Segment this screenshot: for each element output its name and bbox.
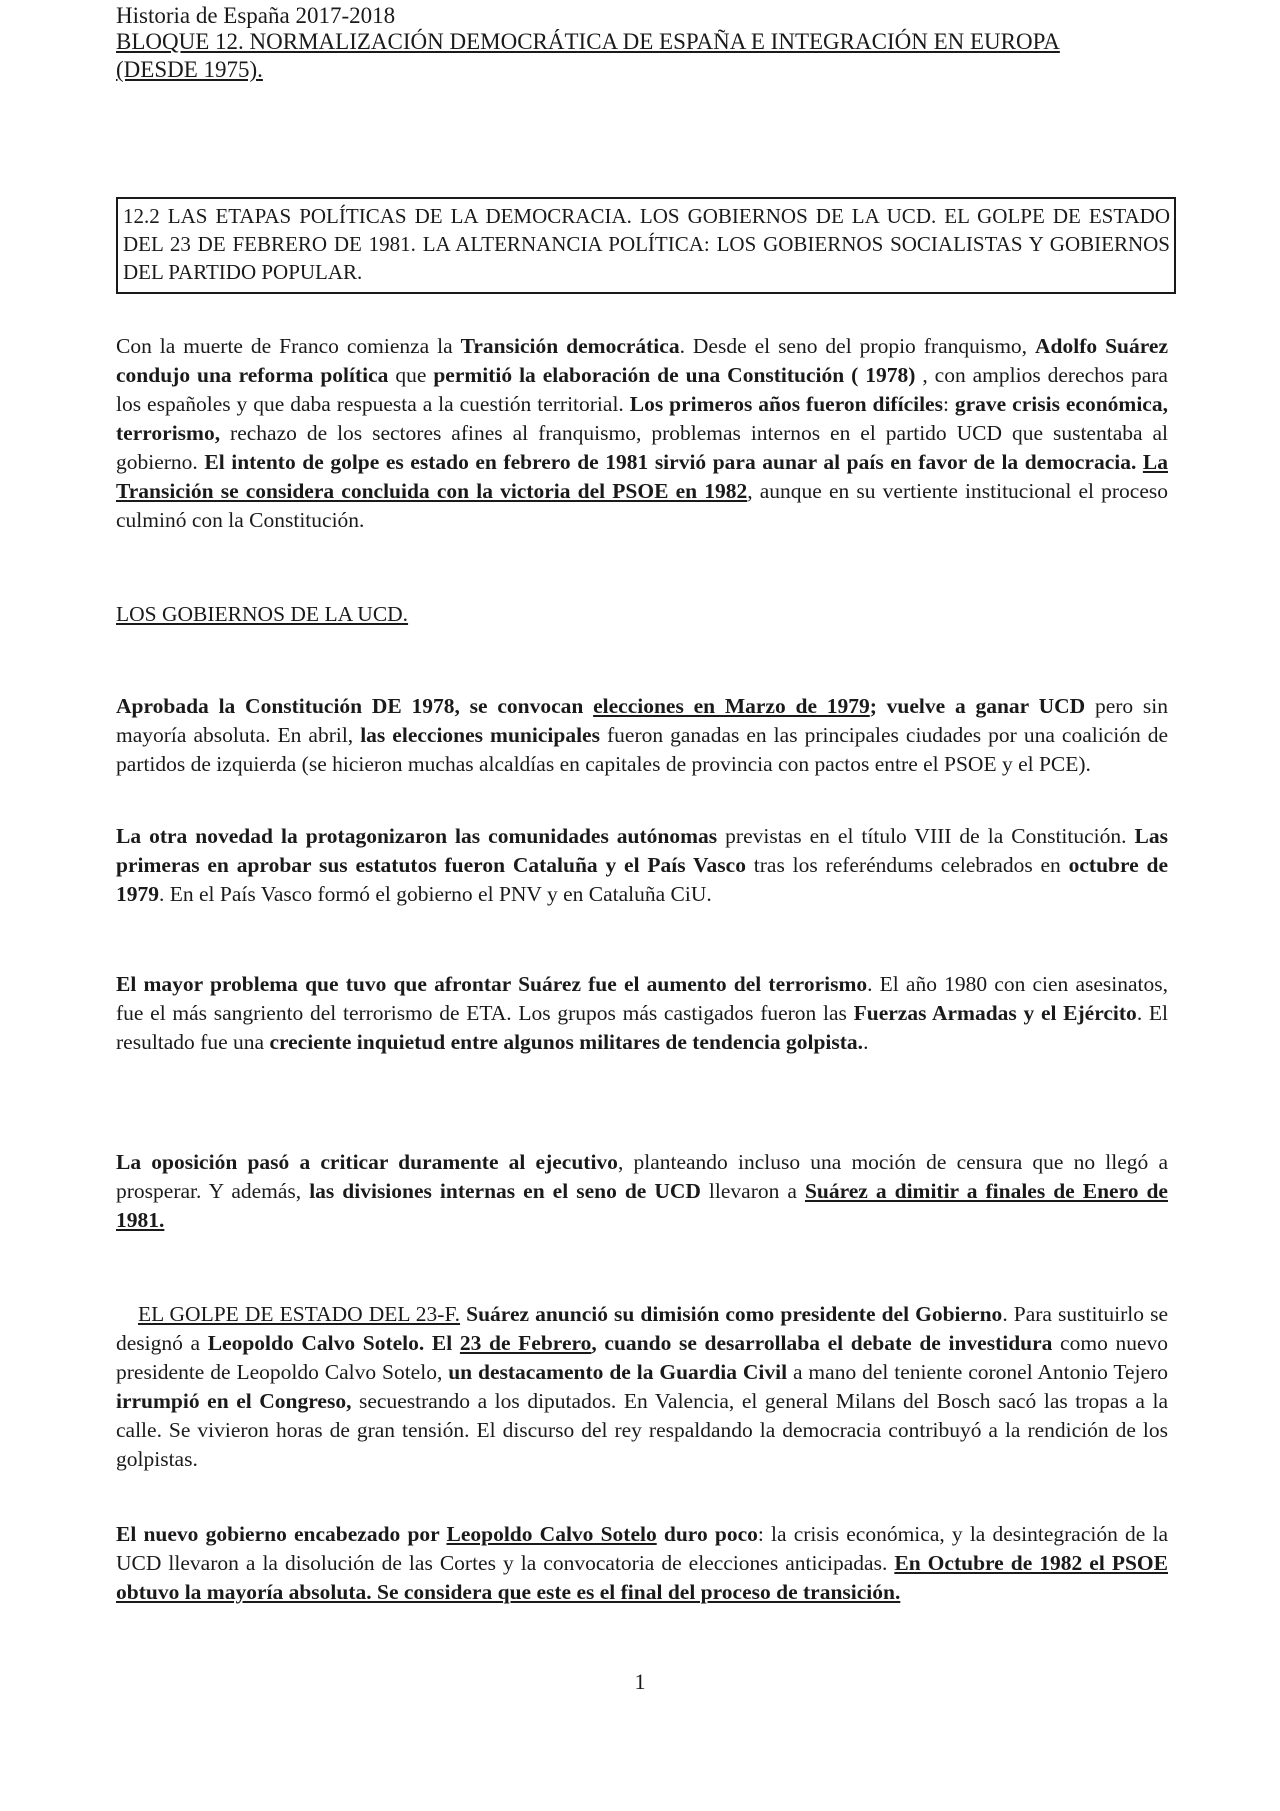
- text-run: secuestrando a los diputados. En Valencia, el general Milans del Bosch sacó las tropas a la calle. Se vivieron horas de gran tensión. El discurso del rey respaldando la democracia contribuyó a la rendición de los golpistas.: [116, 1389, 1168, 1471]
- intro-paragraph: [116, 332, 1168, 535]
- text-run: Con la muerte de Franco comienza la: [116, 334, 461, 358]
- bold-run: las elecciones municipales: [360, 723, 600, 747]
- section-title-golpe: EL GOLPE DE ESTADO DEL 23-F.: [138, 1302, 461, 1326]
- bold-run: Leopoldo Calvo Sotelo.: [207, 1331, 425, 1355]
- bold-run: El: [431, 1331, 460, 1355]
- text-run: .: [863, 1030, 869, 1054]
- text-run: . En el País Vasco formó el gobierno el PNV y en Cataluña CiU.: [159, 882, 712, 906]
- bold-run: ; vuelve a ganar UCD: [869, 694, 1086, 718]
- ucd-paragraph-4: [116, 1148, 1168, 1235]
- bold-run: El nuevo gobierno encabezado por: [116, 1522, 447, 1546]
- ucd-paragraph-2: [116, 822, 1168, 909]
- page-number: 1: [634, 1669, 646, 1694]
- bold-run: , se convocan: [454, 694, 594, 718]
- bold-run: duro poco: [656, 1522, 758, 1546]
- bold-underlined-run: elecciones en Marzo de 1979: [593, 694, 870, 718]
- text-run: como nuevo presidente de Leopoldo Calvo Sotelo,: [116, 1331, 1169, 1384]
- bold-run: creciente inquietud entre algunos militares de tendencia golpista.: [269, 1030, 864, 1054]
- text-run: . El año 1980 con cien asesinatos, fue el más sangriento del terrorismo de ETA. Los grupos más castigados fueron las: [116, 972, 1168, 1025]
- section-title-ucd: [116, 600, 408, 629]
- bold-run: grave crisis económica, terrorismo,: [116, 392, 1168, 445]
- bold-run: La otra novedad la protagonizaron las comunidades autónomas: [116, 824, 718, 848]
- text-run: , aunque en su vertiente institucional el proceso culminó con la Constitución.: [116, 479, 1168, 532]
- block-title-text: BLOQUE 12. NORMALIZACIÓN DEMOCRÁTICA DE ESPAÑA E INTEGRACIÓN EN EUROPA (DESDE 1975).: [116, 29, 1060, 82]
- bold-run: Los primeros años fueron difíciles: [629, 392, 943, 416]
- final-paragraph: [116, 1520, 1168, 1607]
- bold-run: Las primeras en aprobar sus estatutos fueron Cataluña y el País Vasco: [116, 824, 1168, 877]
- bold-run: Fuerzas Armadas y el Ejército: [853, 1001, 1137, 1025]
- text-run: . Para sustituirlo se designó a: [116, 1302, 1168, 1355]
- bold-run: El intento de golpe es estado en febrero de 1981 sirvió para aunar al país en favor de la democracia.: [204, 450, 1137, 474]
- bold-run: La oposición pasó a criticar duramente al ejecutivo: [116, 1150, 618, 1174]
- bold-run: permitió la elaboración de una Constitución ( 1978): [433, 363, 916, 387]
- bold-run: un destacamento de la Guardia Civil: [448, 1360, 788, 1384]
- bold-run: irrumpió en el Congreso,: [116, 1389, 352, 1413]
- bold-run: , cuando se desarrollaba el debate de investidura: [591, 1331, 1053, 1355]
- bold-run: El mayor problema que tuvo que afrontar Suárez fue el aumento del terrorismo: [116, 972, 868, 996]
- course-header: Historia de España 2017-2018: [116, 3, 396, 28]
- text-run: , planteando incluso una moción de censura que no llegó a prosperar. Y además,: [116, 1150, 1168, 1203]
- text-run: pero sin mayoría absoluta. En abril,: [116, 694, 1169, 747]
- block-title: [116, 28, 1116, 84]
- text-run: :: [942, 392, 955, 416]
- bold-underlined-run: En Octubre de 1982 el PSOE obtuvo la mayoría absoluta. Se considera que este es el final del proceso de transición.: [116, 1551, 1168, 1604]
- text-run: previstas en el título VIII de la Constitución.: [717, 824, 1135, 848]
- text-run: : la crisis económica, y la desintegración de la UCD llevaron a la disolución de las Cortes y la convocatoria de elecciones anticipadas.: [116, 1522, 1168, 1575]
- text-run: llevaron a: [700, 1179, 805, 1203]
- text-run: . Desde el seno del propio franquismo,: [679, 334, 1036, 358]
- bold-underlined-run: 23 de Febrero: [459, 1331, 592, 1355]
- bold-run: octubre de 1979: [116, 853, 1168, 906]
- text-run: a mano del teniente coronel Antonio Tejero: [787, 1360, 1168, 1384]
- text-run: rechazo de los sectores afines al franquismo, problemas internos en el partido UCD que sustentaba al gobierno.: [116, 421, 1168, 474]
- bold-underlined-run: La Transición se considera concluida con la victoria del PSOE en 1982: [116, 450, 1168, 503]
- ucd-paragraph-3: [116, 970, 1168, 1057]
- text-run: tras los referéndums celebrados en: [745, 853, 1069, 877]
- bold-run: Adolfo Suárez condujo una reforma política: [116, 334, 1168, 387]
- bold-run: Suárez anunció su dimisión como presidente del Gobierno: [460, 1302, 1003, 1326]
- ucd-paragraph-1: [116, 692, 1168, 779]
- golpe-paragraph: [116, 1300, 1168, 1474]
- bold-underlined-run: Suárez a dimitir a finales de Enero de 1981.: [116, 1179, 1168, 1232]
- bold-underlined-run: Leopoldo Calvo Sotelo: [446, 1522, 657, 1546]
- bold-run: las divisiones internas en el seno de UCD: [309, 1179, 701, 1203]
- text-run: , con amplios derechos para los españoles y que daba respuesta a la cuestión territorial.: [116, 363, 1168, 416]
- text-run: que: [388, 363, 434, 387]
- bold-run: Transición democrática: [460, 334, 680, 358]
- text-run: . El resultado fue una: [116, 1001, 1169, 1054]
- section-title-text: LOS GOBIERNOS DE LA UCD.: [116, 602, 409, 626]
- topic-box: 12.2 LAS ETAPAS POLÍTICAS DE LA DEMOCRACIA. LOS GOBIERNOS DE LA UCD. EL GOLPE DE ESTADO DEL 23 DE FEBRERO DE 1981. LA ALTERNANCIA POLÍTICA: LOS GOBIERNOS SOCIALISTAS Y GOBIERNOS DEL PARTIDO POPULAR.: [116, 197, 1176, 294]
- text-run: fueron ganadas en las principales ciudades por una coalición de partidos de izquierda (se hicieron muchas alcaldías en capitales de provincia con pactos entre el PSOE y el PCE).: [116, 723, 1169, 776]
- bold-run: Aprobada la Constitución DE 1978: [116, 694, 455, 718]
- text-run: [424, 1331, 432, 1355]
